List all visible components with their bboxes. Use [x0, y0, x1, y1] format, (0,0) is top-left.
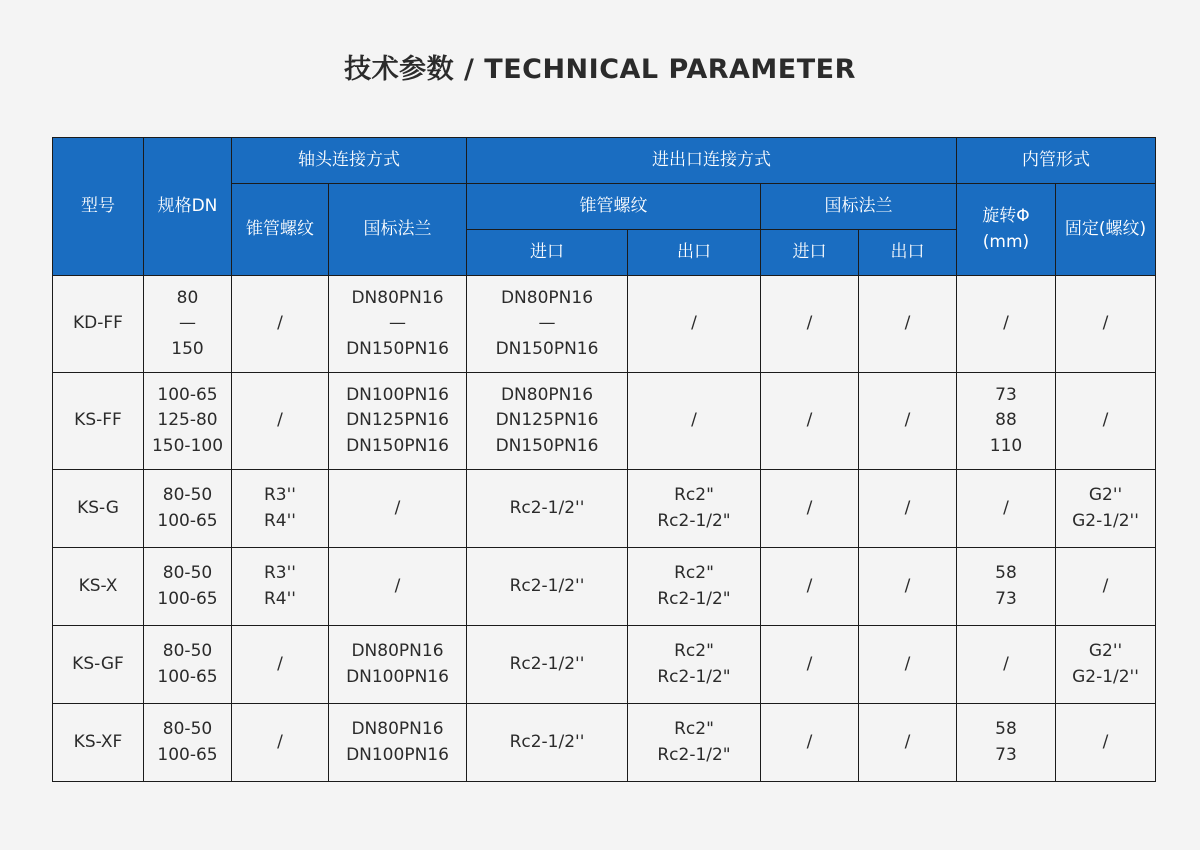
header-rotating-line1: 旋转Φ: [982, 206, 1030, 226]
cell-line: /: [394, 497, 401, 518]
cell-flange-inlet: [761, 626, 859, 704]
cell-taper-inlet: [467, 548, 628, 626]
cell-flange-outlet: [859, 704, 957, 782]
cell-fixed: [1056, 276, 1156, 373]
cell-line: DN100PN16: [346, 384, 449, 405]
cell-shaft-flange: [329, 373, 467, 470]
cell-flange-outlet: [859, 470, 957, 548]
cell-line: /: [1102, 313, 1109, 334]
cell-line: 80-50: [162, 719, 213, 739]
cell-line: /: [1003, 653, 1009, 674]
header-inner-tube: 内管形式: [957, 138, 1156, 184]
header-inout-taper-thread: 锥管螺纹: [467, 184, 761, 230]
cell-line: Rc2-1/2": [657, 666, 731, 687]
cell-line: R3'': [264, 563, 296, 583]
cell-line: /: [806, 497, 813, 518]
cell-model: KS-GF: [53, 626, 144, 704]
cell-line: 100-65: [157, 666, 218, 687]
cell-line: 73: [995, 744, 1017, 765]
cell-line: —: [538, 313, 556, 334]
header-rotating: [957, 184, 1056, 276]
parameter-table: [52, 137, 1156, 782]
cell-line: /: [806, 313, 813, 334]
cell-line: —: [179, 313, 196, 334]
cell-shaft-flange: [329, 626, 467, 704]
cell-line: R3'': [264, 485, 296, 505]
cell-line: G2-1/2'': [1072, 666, 1139, 687]
cell-line: /: [394, 575, 401, 596]
cell-taper-inlet: [467, 276, 628, 373]
cell-fixed: [1056, 626, 1156, 704]
cell-shaft-taper: [232, 470, 329, 548]
cell-rotating: [957, 626, 1056, 704]
cell-line: Rc2-1/2'': [509, 575, 585, 596]
cell-line: /: [1102, 410, 1109, 431]
cell-line: 110: [989, 435, 1023, 456]
header-fixed: 固定(螺纹): [1056, 184, 1156, 276]
header-rotating-line2: (mm): [982, 231, 1030, 252]
cell-line: DN150PN16: [495, 435, 599, 456]
cell-line: 73: [995, 384, 1017, 405]
cell-line: /: [806, 575, 813, 596]
cell-line: DN150PN16: [495, 338, 599, 359]
cell-line: /: [806, 731, 813, 752]
cell-flange-outlet: [859, 276, 957, 373]
cell-line: DN125PN16: [495, 410, 599, 431]
header-model: 型号: [53, 138, 144, 276]
cell-rotating: [957, 548, 1056, 626]
cell-line: /: [806, 653, 813, 674]
header-spec: 规格DN: [144, 138, 232, 276]
cell-line: /: [904, 575, 911, 596]
cell-taper-outlet: [628, 626, 761, 704]
cell-line: Rc2": [674, 563, 714, 583]
cell-flange-outlet: [859, 373, 957, 470]
cell-shaft-taper: [232, 373, 329, 470]
cell-line: 80-50: [162, 485, 213, 505]
cell-line: DN100PN16: [346, 744, 449, 765]
cell-line: 150: [171, 338, 204, 359]
cell-shaft-taper: [232, 276, 329, 373]
table-row: [53, 373, 1156, 470]
header-shaft-flange: 国标法兰: [329, 184, 467, 276]
header-inout-flange: 国标法兰: [761, 184, 957, 230]
cell-taper-outlet: [628, 704, 761, 782]
cell-spec: [144, 276, 232, 373]
cell-line: Rc2-1/2": [657, 588, 731, 609]
cell-rotating: [957, 704, 1056, 782]
header-inout-connection: 进出口连接方式: [467, 138, 957, 184]
cell-line: DN100PN16: [346, 666, 449, 687]
cell-taper-outlet: [628, 548, 761, 626]
cell-line: 100-65: [157, 384, 218, 405]
cell-spec: [144, 548, 232, 626]
cell-flange-inlet: [761, 704, 859, 782]
cell-model: KS-XF: [53, 704, 144, 782]
cell-line: /: [904, 313, 911, 334]
cell-taper-inlet: [467, 470, 628, 548]
table-header: [53, 138, 1156, 276]
cell-line: DN80PN16: [500, 384, 594, 405]
cell-line: DN80PN16: [351, 641, 444, 661]
cell-fixed: [1056, 373, 1156, 470]
cell-rotating: [957, 276, 1056, 373]
cell-line: /: [1102, 731, 1109, 752]
header-flange-outlet: 出口: [859, 230, 957, 276]
cell-line: —: [389, 313, 406, 334]
cell-line: /: [904, 731, 911, 752]
cell-line: 100-65: [157, 510, 218, 531]
cell-fixed: [1056, 704, 1156, 782]
cell-fixed: [1056, 548, 1156, 626]
cell-line: /: [691, 410, 697, 431]
cell-line: G2-1/2'': [1072, 510, 1139, 531]
cell-line: Rc2": [674, 485, 714, 505]
cell-spec: [144, 373, 232, 470]
cell-spec: [144, 470, 232, 548]
cell-model: KS-X: [53, 548, 144, 626]
cell-line: /: [691, 313, 697, 334]
header-flange-inlet: 进口: [761, 230, 859, 276]
cell-shaft-taper: [232, 704, 329, 782]
cell-model: KS-G: [53, 470, 144, 548]
cell-line: DN150PN16: [346, 338, 449, 359]
cell-line: /: [904, 497, 911, 518]
cell-line: Rc2-1/2'': [509, 497, 585, 518]
cell-flange-inlet: [761, 470, 859, 548]
cell-line: 58: [995, 563, 1017, 583]
cell-line: Rc2-1/2": [657, 510, 731, 531]
cell-line: 80-50: [162, 641, 213, 661]
cell-line: /: [1003, 497, 1009, 518]
cell-line: R4'': [264, 510, 296, 531]
cell-line: /: [277, 313, 283, 334]
cell-taper-inlet: [467, 373, 628, 470]
cell-line: DN150PN16: [346, 435, 449, 456]
cell-line: /: [806, 410, 813, 431]
table-row: [53, 276, 1156, 373]
cell-flange-inlet: [761, 373, 859, 470]
cell-line: /: [904, 653, 911, 674]
cell-line: /: [277, 731, 283, 752]
cell-line: 80: [176, 287, 199, 308]
cell-line: Rc2-1/2": [657, 744, 731, 765]
cell-shaft-flange: [329, 548, 467, 626]
header-shaft-taper-thread: 锥管螺纹: [232, 184, 329, 276]
cell-line: DN80PN16: [500, 287, 594, 308]
cell-taper-outlet: [628, 470, 761, 548]
cell-spec: [144, 626, 232, 704]
cell-flange-outlet: [859, 626, 957, 704]
cell-line: /: [277, 653, 283, 674]
cell-flange-outlet: [859, 548, 957, 626]
table-body: [53, 276, 1156, 782]
header-shaft-connection: 轴头连接方式: [232, 138, 467, 184]
table-row: [53, 548, 1156, 626]
cell-shaft-flange: [329, 470, 467, 548]
header-row-1: [53, 138, 1156, 184]
cell-line: /: [277, 410, 283, 431]
cell-line: 58: [995, 719, 1017, 739]
cell-line: /: [1102, 575, 1109, 596]
cell-shaft-flange: [329, 704, 467, 782]
cell-taper-inlet: [467, 626, 628, 704]
cell-line: Rc2": [674, 641, 714, 661]
table-row: [53, 704, 1156, 782]
cell-taper-inlet: [467, 704, 628, 782]
cell-line: Rc2-1/2'': [509, 653, 585, 674]
table-row: [53, 626, 1156, 704]
cell-rotating: [957, 373, 1056, 470]
cell-line: 150-100: [151, 435, 224, 456]
page-title: 技术参数 / TECHNICAL PARAMETER: [344, 54, 856, 85]
table-row: [53, 470, 1156, 548]
cell-line: /: [1003, 313, 1009, 334]
cell-line: /: [904, 410, 911, 431]
cell-rotating: [957, 470, 1056, 548]
cell-line: 100-65: [157, 744, 218, 765]
cell-line: G2'': [1088, 485, 1123, 505]
cell-line: Rc2-1/2'': [509, 731, 585, 752]
cell-shaft-flange: [329, 276, 467, 373]
cell-line: DN125PN16: [346, 410, 449, 431]
cell-line: DN80PN16: [351, 719, 444, 739]
cell-line: 80-50: [162, 563, 213, 583]
cell-flange-inlet: [761, 276, 859, 373]
cell-line: DN80PN16: [351, 287, 444, 308]
cell-line: G2'': [1088, 641, 1123, 661]
cell-shaft-taper: [232, 548, 329, 626]
cell-taper-outlet: [628, 373, 761, 470]
header-taper-inlet: 进口: [467, 230, 628, 276]
cell-line: 88: [995, 410, 1017, 431]
cell-line: R4'': [264, 588, 296, 609]
cell-shaft-taper: [232, 626, 329, 704]
cell-fixed: [1056, 470, 1156, 548]
cell-line: 100-65: [157, 588, 218, 609]
cell-spec: [144, 704, 232, 782]
cell-model: KD-FF: [53, 276, 144, 373]
cell-line: 125-80: [157, 410, 218, 431]
cell-flange-inlet: [761, 548, 859, 626]
cell-line: 73: [995, 588, 1017, 609]
cell-model: KS-FF: [53, 373, 144, 470]
header-taper-outlet: 出口: [628, 230, 761, 276]
cell-taper-outlet: [628, 276, 761, 373]
cell-line: Rc2": [674, 719, 714, 739]
